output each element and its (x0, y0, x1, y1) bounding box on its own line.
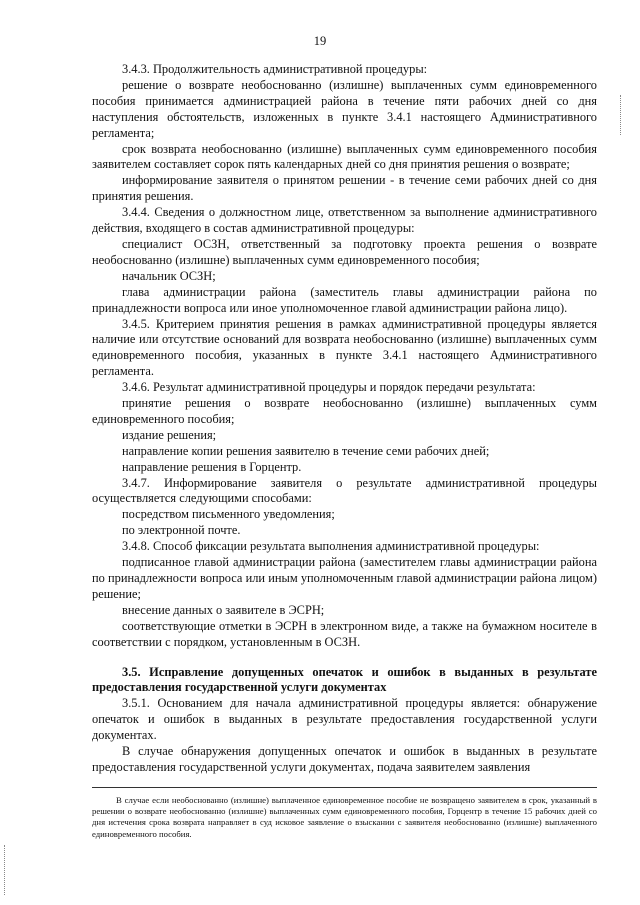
paragraph: информирование заявителя о принятом решении - в течение семи рабочих дней со дня принятия решения. (92, 173, 597, 204)
paragraph: начальник ОСЗН; (122, 268, 216, 283)
paragraph: 3.4.7. Информирование заявителя о результате административной процедуры осуществляется следующими способами: (92, 475, 597, 506)
paragraph: глава администрации района (заместитель главы администрации района по принадлежности вопроса или иное уполномоченное главой администрации района лицо). (92, 284, 597, 315)
margin-mark (620, 95, 622, 135)
page-number: 19 (313, 34, 327, 48)
paragraph: 3.4.5. Критерием принятия решения в рамках административной процедуры является наличие или отсутствие оснований для возврата необоснованно (излишне) выплаченных сумм единовременного пособия, указанных в пункте 3.4.1 настоящего Административного регламента. (92, 316, 597, 379)
paragraph: издание решения; (122, 427, 217, 442)
paragraph: принятие решения о возврате необоснованно (излишне) выплаченных сумм единовременного пособия; (92, 396, 597, 426)
paragraph: 3.4.8. Способ фиксации результата выполнения административной процедуры: (122, 539, 540, 554)
paragraph: соответствующие отметки в ЭСРН в электронном виде, а также на бумажном носителе в соответствии с порядком, установленным в ОСЗН. (92, 618, 597, 649)
paragraph: посредством письменного уведомления; (122, 507, 335, 522)
paragraph: специалист ОСЗН, ответственный за подготовку проекта решения о возврате необоснованно (излишне) выплаченных сумм единовременного пособия; (92, 236, 597, 267)
paragraph: 3.4.4. Сведения о должностном лице, ответственном за выполнение административного действия, входящего в состав административной процедуры: (92, 205, 597, 236)
footnote-text: В случае если необоснованно (излишне) выплаченное единовременное пособие не возвращено заявителем в срок, указанный в решении о возврате необоснованно (излишне) выплаченных сумм единовременного пособия, Горцентр в течение 15 рабочих дней со дня истечения срока возврата направляет в суд исковое заявление о взыскании с заявителя необоснованно (излишне) выплаченного единовременного пособия. (92, 795, 597, 839)
paragraph: по электронной почте. (122, 523, 241, 538)
paragraph: внесение данных о заявителе в ЭСРН; (122, 602, 325, 617)
footnote (92, 795, 597, 840)
paragraph: 3.4.6. Результат административной процедуры и порядок передачи результата: (122, 380, 536, 395)
paragraph: В случае обнаружения допущенных опечаток и ошибок в выданных в результате предоставления государственной услуги документах, подача заявителем заявления (92, 744, 597, 774)
paragraph: 3.5.1. Основанием для начала административной процедуры является: обнаружение опечаток и ошибок в выданных в результате предоставления государственной услуги документах. (92, 696, 597, 743)
paragraph: решение о возврате необоснованно (излишне) выплаченных сумм единовременного пособия принимается администрацией района в течение пяти рабочих дней со дня наступления обстоятельств, изложенных в пункте 3.4.1 настоящего Административного регламента; (92, 77, 597, 140)
paragraph: подписанное главой администрации района (заместителем главы администрации района по принадлежности вопроса или иным уполномоченным главой администрации района лицом) решение; (92, 555, 597, 601)
paragraph: 3.4.3. Продолжительность административной процедуры: (122, 62, 428, 76)
paragraph: направление копии решения заявителю в течение семи рабочих дней; (122, 443, 490, 458)
document-body (92, 62, 597, 776)
margin-mark (4, 845, 6, 895)
paragraph: срок возврата необоснованно (излишне) выплаченных сумм единовременного пособия заявителем составляет сорок пять календарных дней со дня принятия решения о возврате; (92, 141, 597, 172)
paragraph: направление решения в Горцентр. (122, 459, 302, 474)
section-heading: 3.5. Исправление допущенных опечаток и ошибок в выданных в результате предоставления государственной услуги документах (92, 664, 597, 695)
footnote-divider (92, 787, 597, 788)
